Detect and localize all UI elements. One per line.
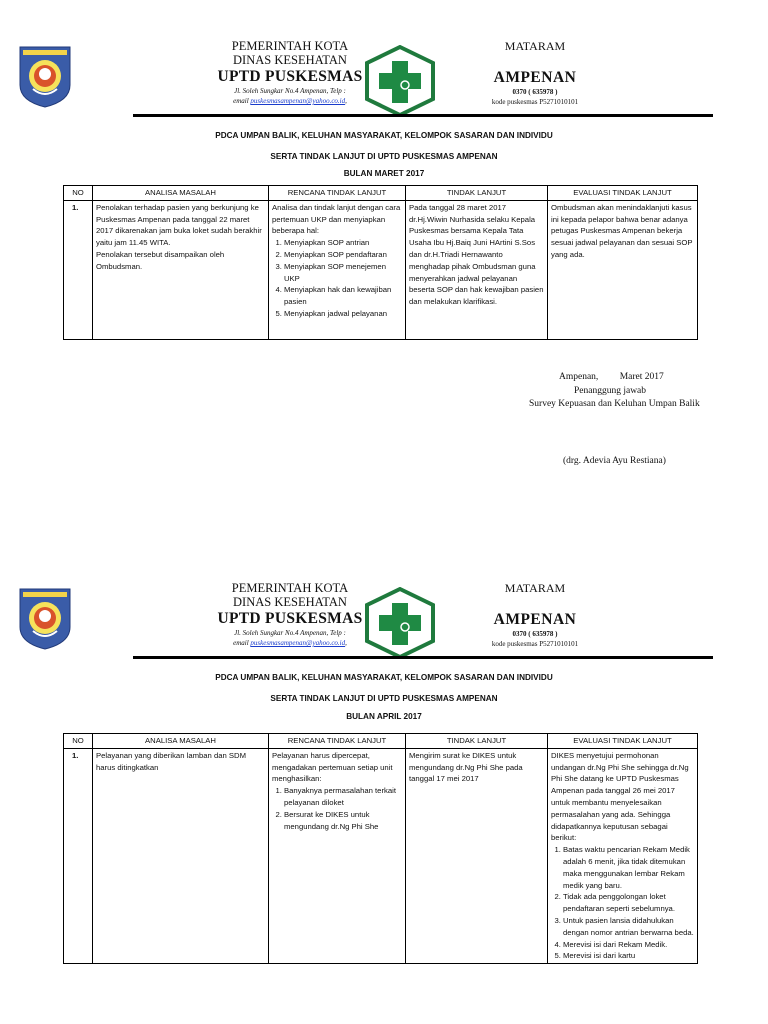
table-row <box>64 748 698 963</box>
rencana-intro: Pelayanan harus dipercepat, mengadakan pertemuan setiap unit menghasilkan: <box>272 750 393 784</box>
sign-date: Maret 2017 <box>619 372 664 382</box>
email-label: email <box>233 97 249 105</box>
sign-unit: Survey Kepuasan dan Keluhan Umpan Balik <box>529 399 700 409</box>
puskesmas-emblem-icon <box>363 45 437 117</box>
table-header-row <box>64 186 698 201</box>
email-suffix: , <box>345 639 347 647</box>
list-item: 2. Bersurat ke DIKES untuk mengundang dr.Ng Phi She <box>284 809 402 833</box>
rencana-cell <box>269 748 406 963</box>
table-header-row <box>64 734 698 749</box>
report-month: BULAN APRIL 2017 <box>346 712 422 721</box>
col-rencana: RENCANA TINDAK LANJUT <box>269 186 406 201</box>
header-department: DINAS KESEHATAN <box>233 595 347 609</box>
list-item: 3. Menyiapkan SOP menejemen UKP <box>284 261 402 285</box>
rencana-list <box>272 785 402 832</box>
header-puskesmas-name: AMPENAN <box>493 69 577 86</box>
header-location <box>470 581 600 649</box>
list-item: 1. Menyiapkan SOP antrian <box>284 237 402 249</box>
tindak-text: Pada tanggal 28 maret 2017 dr.Hj.Wiwin Nurhasida selaku Kepala Puskesmas bersama Kepala Tata Usaha Ibu Hj.Baiq Juni HArtini S.Sos dan dr.H.Triadi Hernawanto menghadap pihak Ombudsman guna menyerahkan jadwal pelayanan beserta SOP dan hak kewajiban pasien dan melakukan klarifikasi. <box>409 202 544 307</box>
col-evaluasi: EVALUASI TINDAK LANJUT <box>548 734 698 749</box>
report-title: PDCA UMPAN BALIK, KELUHAN MASYARAKAT, KELOMPOK SASARAN DAN INDIVIDU <box>215 673 553 682</box>
header-institution <box>210 39 370 106</box>
header-city: MATARAM <box>504 39 566 53</box>
list-item: 1. Batas waktu pencarian Rekam Medik adalah 6 menit, jika tidak ditemukan maka menggunakan lembar Rekam medik yang baru. <box>563 844 694 891</box>
list-item: 4. Merevisi isi dari Rekam Medik. <box>563 939 694 951</box>
rencana-cell <box>269 200 406 339</box>
header-location <box>470 39 600 107</box>
header-government: PEMERINTAH KOTA <box>231 39 349 53</box>
kota-mataram-logo-icon <box>17 587 73 651</box>
analisa-cell <box>93 748 269 963</box>
pdca-table <box>63 185 698 340</box>
header-address: Jl. Soleh Sungkar No.4 Ampenan, Telp : <box>234 87 346 95</box>
header-city: MATARAM <box>504 581 566 595</box>
email-link[interactable]: puskesmasampenan@yahoo.co.id <box>250 639 346 647</box>
header-code: kode puskesmas P5271010101 <box>491 98 579 106</box>
puskesmas-emblem-icon <box>363 587 437 659</box>
rencana-intro: Analisa dan tindak lanjut dengan cara pertemuan UKP dan menyiapkan beberapa hal: <box>272 202 401 236</box>
header-divider <box>133 114 713 117</box>
header-address: Jl. Soleh Sungkar No.4 Ampenan, Telp : <box>234 629 346 637</box>
evaluasi-list <box>551 844 694 962</box>
analisa-text: Penolakan tersebut disampaikan oleh Ombudsman. <box>96 249 225 271</box>
list-item: 4. Menyiapkan hak dan kewajiban pasien <box>284 284 402 308</box>
rencana-list <box>272 237 402 320</box>
report-subtitle: SERTA TINDAK LANJUT DI UPTD PUSKESMAS AMPENAN <box>270 694 498 703</box>
header-phone: 0370 ( 635978 ) <box>512 88 558 96</box>
header-email-line <box>210 96 370 106</box>
tindak-text: Mengirim surat ke DIKES untuk mengundang dr.Ng Phi She pada tanggal 17 mei 2017 <box>409 750 523 784</box>
analisa-text: Penolakan terhadap pasien yang berkunjung ke Puskesmas Ampenan pada tanggal 22 maret 2017 dikarenakan jam buka loket sudah berakhir yaitu jam 11.45 WITA. <box>96 202 262 248</box>
analisa-text: Pelayanan yang diberikan lamban dan SDM harus ditingkatkan <box>96 750 247 772</box>
tindak-cell <box>406 748 548 963</box>
evaluasi-text: Ombudsman akan menindaklanjuti kasus ini kepada pelapor bahwa benar adanya petugas Puskesmas Ampenan bekerja sesuai jadwal pelayanan dan sesuai SOP yang ada. <box>551 202 693 259</box>
email-label: email <box>233 639 249 647</box>
header-divider <box>133 656 713 659</box>
col-tindak: TINDAK LANJUT <box>406 734 548 749</box>
header-uptd: UPTD PUSKESMAS <box>217 610 363 627</box>
kota-mataram-logo-icon <box>17 45 73 109</box>
analisa-cell <box>93 200 269 339</box>
sign-name: (drg. Adevia Ayu Restiana) <box>563 456 666 466</box>
header-department: DINAS KESEHATAN <box>233 53 347 67</box>
row-number: 1. <box>64 200 93 339</box>
list-item: 2. Menyiapkan SOP pendaftaran <box>284 249 402 261</box>
header-phone: 0370 ( 635978 ) <box>512 630 558 638</box>
sign-role: Penanggung jawab <box>574 386 647 396</box>
evaluasi-cell <box>548 748 698 963</box>
report-month: BULAN MARET 2017 <box>343 169 425 178</box>
tindak-cell <box>406 200 548 339</box>
email-link[interactable]: puskesmasampenan@yahoo.co.id <box>250 97 346 105</box>
header-institution <box>210 581 370 648</box>
list-item: 1. Banyaknya permasalahan terkait pelayanan diloket <box>284 785 402 809</box>
list-item: 3. Untuk pasien lansia didahulukan dengan nomor antrian berwarna beda. <box>563 915 694 939</box>
col-no: NO <box>64 186 93 201</box>
pdca-table <box>63 733 698 964</box>
sign-place: Ampenan, <box>559 372 599 382</box>
list-item: 5. Menyiapkan jadwal pelayanan <box>284 308 402 320</box>
col-evaluasi: EVALUASI TINDAK LANJUT <box>548 186 698 201</box>
row-number: 1. <box>64 748 93 963</box>
col-rencana: RENCANA TINDAK LANJUT <box>269 734 406 749</box>
sign-place-date <box>559 372 664 382</box>
email-suffix: , <box>345 97 347 105</box>
evaluasi-cell <box>548 200 698 339</box>
col-tindak: TINDAK LANJUT <box>406 186 548 201</box>
col-no: NO <box>64 734 93 749</box>
header-email-line <box>210 638 370 648</box>
report-title: PDCA UMPAN BALIK, KELUHAN MASYARAKAT, KELOMPOK SASARAN DAN INDIVIDU <box>215 131 553 140</box>
table-row <box>64 200 698 339</box>
list-item: 5. Merevisi isi dari kartu <box>563 950 694 962</box>
evaluasi-intro: DIKES menyetujui permohonan undangan dr.Ng Phi She sehingga dr.Ng Phi She datang ke UPTD Puskesmas Ampenan pada tanggal 26 mei 2017 untuk membantu menyelesaikan permasalahan yang ada. Sehingga didapatkannya keputusan sebagai berikut: <box>551 750 689 843</box>
header-puskesmas-name: AMPENAN <box>493 611 577 628</box>
list-item: 2. Tidak ada penggolongan loket pendaftaran seperti sebelumnya. <box>563 891 694 915</box>
report-subtitle: SERTA TINDAK LANJUT DI UPTD PUSKESMAS AMPENAN <box>270 152 498 161</box>
header-code: kode puskesmas P5271010101 <box>491 640 579 648</box>
col-analisa: ANALISA MASALAH <box>93 734 269 749</box>
header-uptd: UPTD PUSKESMAS <box>217 68 363 85</box>
header-government: PEMERINTAH KOTA <box>231 581 349 595</box>
col-analisa: ANALISA MASALAH <box>93 186 269 201</box>
